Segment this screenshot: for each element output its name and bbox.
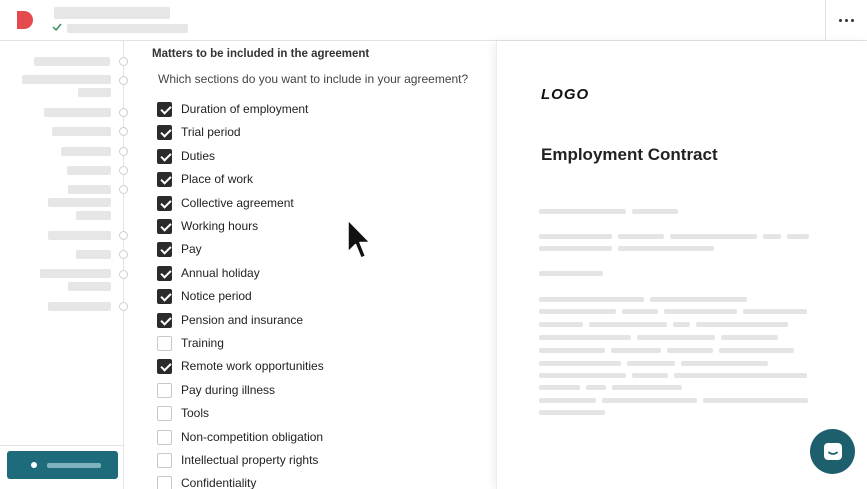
document-text-line bbox=[696, 322, 788, 327]
button-label-placeholder bbox=[47, 463, 101, 468]
document-text-line bbox=[632, 209, 678, 214]
option-label: Collective agreement bbox=[181, 196, 294, 210]
option-label: Non-competition obligation bbox=[181, 430, 324, 444]
option-label: Remote work opportunities bbox=[181, 359, 324, 373]
checkbox-checked[interactable] bbox=[157, 172, 172, 187]
document-text-line bbox=[539, 385, 580, 390]
document-text-line bbox=[703, 398, 808, 403]
checkbox-checked[interactable] bbox=[157, 359, 172, 374]
document-logo: LOGO bbox=[541, 86, 590, 103]
option-notice-period[interactable] bbox=[157, 287, 252, 305]
document-subtitle-placeholder bbox=[67, 24, 188, 33]
option-trial-period[interactable] bbox=[157, 123, 241, 141]
checkbox-checked[interactable] bbox=[157, 102, 172, 117]
document-text-line bbox=[602, 398, 697, 403]
document-text-line bbox=[637, 335, 715, 340]
checkbox-checked[interactable] bbox=[157, 196, 172, 211]
step-item[interactable] bbox=[76, 211, 111, 220]
document-text-line bbox=[539, 209, 626, 214]
step-item[interactable] bbox=[40, 269, 111, 278]
step-item[interactable] bbox=[48, 231, 111, 240]
document-text-line bbox=[618, 246, 714, 251]
step-item[interactable] bbox=[67, 166, 111, 175]
document-text-line bbox=[611, 348, 661, 353]
step-item[interactable] bbox=[48, 198, 111, 207]
checkbox-checked[interactable] bbox=[157, 125, 172, 140]
checkbox-unchecked[interactable] bbox=[157, 430, 172, 445]
document-text-line bbox=[539, 373, 626, 378]
document-text-line bbox=[743, 309, 807, 314]
document-text-line bbox=[650, 297, 747, 302]
document-text-line bbox=[539, 335, 631, 340]
option-collective-agreement[interactable] bbox=[157, 194, 294, 212]
section-title: Matters to be included in the agreement bbox=[152, 48, 370, 60]
option-label: Notice period bbox=[181, 289, 252, 303]
option-non-competition-obligation[interactable] bbox=[157, 428, 323, 446]
checkbox-unchecked[interactable] bbox=[157, 383, 172, 398]
step-item[interactable] bbox=[76, 250, 111, 259]
option-intellectual-property-rights[interactable] bbox=[157, 451, 318, 469]
document-text-line bbox=[539, 297, 644, 302]
document-title: Employment Contract bbox=[541, 145, 718, 164]
document-text-line bbox=[667, 348, 713, 353]
document-text-line bbox=[719, 348, 794, 353]
document-text-line bbox=[539, 322, 583, 327]
checkbox-unchecked[interactable] bbox=[157, 476, 172, 489]
app-logo-icon bbox=[15, 10, 35, 30]
document-text-line bbox=[664, 309, 737, 314]
checkbox-checked[interactable] bbox=[157, 219, 172, 234]
step-item[interactable] bbox=[48, 302, 111, 311]
option-tools[interactable] bbox=[157, 404, 209, 422]
button-dot-icon bbox=[31, 462, 37, 468]
option-label: Annual holiday bbox=[181, 266, 260, 280]
chat-icon bbox=[822, 441, 844, 463]
option-place-of-work[interactable] bbox=[157, 170, 253, 188]
document-text-line bbox=[674, 373, 807, 378]
document-text-line bbox=[539, 309, 616, 314]
option-label: Confidentiality bbox=[181, 476, 257, 489]
document-text-line bbox=[763, 234, 781, 239]
checkbox-unchecked[interactable] bbox=[157, 453, 172, 468]
option-annual-holiday[interactable] bbox=[157, 264, 260, 282]
checkbox-checked[interactable] bbox=[157, 149, 172, 164]
document-text-line bbox=[627, 361, 675, 366]
option-label: Pension and insurance bbox=[181, 313, 304, 327]
step-item[interactable] bbox=[78, 88, 111, 97]
option-remote-work-opportunities[interactable] bbox=[157, 357, 324, 375]
step-item[interactable] bbox=[52, 127, 111, 136]
checkbox-checked[interactable] bbox=[157, 242, 172, 257]
option-training[interactable] bbox=[157, 334, 224, 352]
document-title-placeholder bbox=[54, 7, 170, 19]
step-item[interactable] bbox=[61, 147, 111, 156]
checkbox-unchecked[interactable] bbox=[157, 336, 172, 351]
option-duration-of-employment[interactable] bbox=[157, 100, 308, 118]
option-label: Intellectual property rights bbox=[181, 453, 319, 467]
option-label: Duties bbox=[181, 149, 216, 163]
document-text-line bbox=[787, 234, 809, 239]
document-text-line bbox=[539, 271, 603, 276]
option-pension-and-insurance[interactable] bbox=[157, 311, 303, 329]
document-text-line bbox=[622, 309, 658, 314]
document-text-line bbox=[539, 361, 621, 366]
option-label: Place of work bbox=[181, 172, 254, 186]
document-text-line bbox=[632, 373, 668, 378]
option-pay-during-illness[interactable] bbox=[157, 381, 275, 399]
question-text: Which sections do you want to include in your agreement? bbox=[158, 72, 469, 86]
saved-check-icon bbox=[52, 22, 62, 32]
checkbox-checked[interactable] bbox=[157, 266, 172, 281]
option-label: Working hours bbox=[181, 219, 259, 233]
option-working-hours[interactable] bbox=[157, 217, 258, 235]
document-text-line bbox=[618, 234, 664, 239]
document-text-line bbox=[673, 322, 690, 327]
option-confidentiality[interactable] bbox=[157, 474, 256, 489]
chat-support-button[interactable] bbox=[810, 429, 855, 474]
checkbox-checked[interactable] bbox=[157, 289, 172, 304]
more-options-button[interactable] bbox=[825, 0, 867, 41]
questionnaire-panel bbox=[124, 41, 496, 489]
option-label: Tools bbox=[181, 406, 210, 420]
document-preview bbox=[496, 41, 867, 489]
document-text-line bbox=[539, 234, 612, 239]
document-text-line bbox=[670, 234, 757, 239]
step-item[interactable] bbox=[22, 75, 111, 84]
top-bar bbox=[0, 0, 867, 41]
document-text-line bbox=[589, 322, 667, 327]
checkbox-unchecked[interactable] bbox=[157, 406, 172, 421]
document-text-line bbox=[539, 246, 612, 251]
checkbox-checked[interactable] bbox=[157, 313, 172, 328]
option-label: Trial period bbox=[181, 125, 241, 139]
document-text-line bbox=[721, 335, 778, 340]
option-duties[interactable] bbox=[157, 147, 215, 165]
primary-action-button[interactable] bbox=[7, 451, 118, 479]
document-text-line bbox=[586, 385, 606, 390]
step-item[interactable] bbox=[68, 185, 111, 194]
mouse-pointer-icon bbox=[346, 218, 372, 260]
more-horizontal-icon bbox=[839, 19, 842, 22]
sidebar-steps bbox=[0, 41, 124, 489]
option-label: Pay bbox=[181, 242, 202, 256]
document-text-line bbox=[612, 385, 682, 390]
option-label: Pay during illness bbox=[181, 383, 276, 397]
step-item[interactable] bbox=[34, 57, 110, 66]
option-pay[interactable] bbox=[157, 240, 202, 258]
document-text-line bbox=[539, 398, 596, 403]
document-text-line bbox=[681, 361, 768, 366]
option-label: Duration of employment bbox=[181, 102, 309, 116]
option-label: Training bbox=[181, 336, 224, 350]
document-text-line bbox=[539, 410, 605, 415]
step-item[interactable] bbox=[44, 108, 111, 117]
document-text-line bbox=[539, 348, 605, 353]
step-item[interactable] bbox=[68, 282, 111, 291]
